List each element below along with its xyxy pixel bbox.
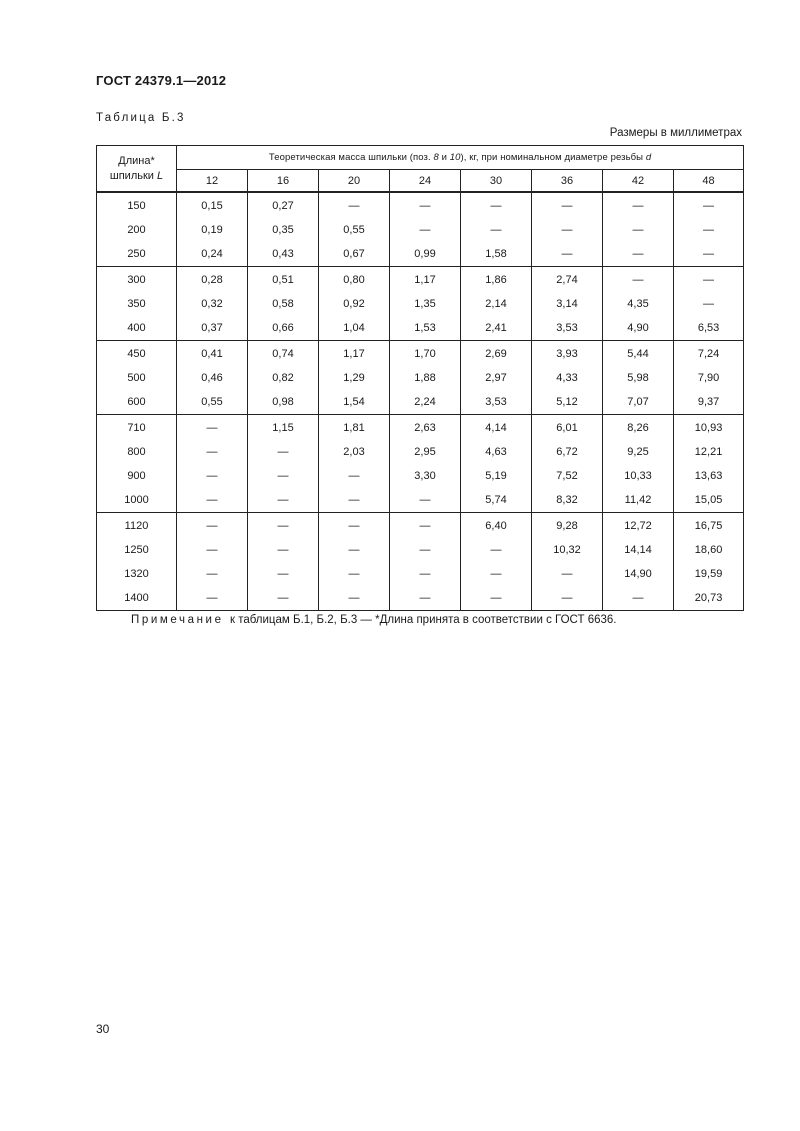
diameter-header-cell: 36 <box>532 170 603 193</box>
length-cell: 300 <box>97 267 177 293</box>
mass-cell: 7,07 <box>603 390 674 415</box>
length-cell: 1120 <box>97 513 177 539</box>
mass-cell: 1,17 <box>319 341 390 367</box>
mass-cell: — <box>248 464 319 488</box>
table-row <box>97 390 744 415</box>
mass-cell: 14,14 <box>603 538 674 562</box>
mass-cell: — <box>603 242 674 267</box>
mass-cell: 3,14 <box>532 292 603 316</box>
mass-cell: — <box>177 488 248 513</box>
mass-cell: 9,25 <box>603 440 674 464</box>
length-cell: 200 <box>97 218 177 242</box>
length-cell: 150 <box>97 192 177 218</box>
mass-cell: — <box>319 192 390 218</box>
mass-cell: — <box>319 538 390 562</box>
mass-cell: — <box>248 586 319 611</box>
mass-cell: — <box>248 440 319 464</box>
mass-cell: — <box>319 586 390 611</box>
mass-cell: 10,93 <box>674 415 744 441</box>
mass-cell: 8,32 <box>532 488 603 513</box>
diameter-header-row <box>97 170 744 193</box>
mass-cell: 0,98 <box>248 390 319 415</box>
mass-cell: — <box>532 192 603 218</box>
mass-cell: 15,05 <box>674 488 744 513</box>
length-cell: 900 <box>97 464 177 488</box>
mass-cell: 0,51 <box>248 267 319 293</box>
mass-cell: 13,63 <box>674 464 744 488</box>
diameter-header-cell: 20 <box>319 170 390 193</box>
length-cell: 250 <box>97 242 177 267</box>
mass-cell: 4,33 <box>532 366 603 390</box>
mass-cell: 1,54 <box>319 390 390 415</box>
length-cell: 1400 <box>97 586 177 611</box>
mass-cell: 0,67 <box>319 242 390 267</box>
length-cell: 1320 <box>97 562 177 586</box>
mass-cell: 0,58 <box>248 292 319 316</box>
mass-cell: 10,33 <box>603 464 674 488</box>
mass-cell: — <box>390 488 461 513</box>
mass-cell: — <box>248 538 319 562</box>
diameter-header-cell: 16 <box>248 170 319 193</box>
mass-cell: — <box>603 218 674 242</box>
mass-cell: 0,27 <box>248 192 319 218</box>
mass-cell: — <box>390 218 461 242</box>
table-row <box>97 464 744 488</box>
mass-cell: 0,24 <box>177 242 248 267</box>
mass-cell: 1,17 <box>390 267 461 293</box>
mass-cell: 2,97 <box>461 366 532 390</box>
length-cell: 400 <box>97 316 177 341</box>
mass-cell: 0,19 <box>177 218 248 242</box>
mass-cell: 0,46 <box>177 366 248 390</box>
mass-cell: 0,55 <box>177 390 248 415</box>
mass-cell: — <box>390 538 461 562</box>
mass-cell: — <box>248 513 319 539</box>
mass-cell: — <box>674 292 744 316</box>
mass-cell: 0,55 <box>319 218 390 242</box>
mass-cell: 12,72 <box>603 513 674 539</box>
mass-cell: 9,37 <box>674 390 744 415</box>
mass-cell: 1,58 <box>461 242 532 267</box>
document-header: ГОСТ 24379.1—2012 <box>96 73 227 88</box>
mass-cell: — <box>532 586 603 611</box>
mass-cell: — <box>603 192 674 218</box>
mass-cell: 2,41 <box>461 316 532 341</box>
mass-cell: 4,35 <box>603 292 674 316</box>
mass-cell: 0,35 <box>248 218 319 242</box>
table-body <box>97 192 744 611</box>
table-row <box>97 242 744 267</box>
length-cell: 1250 <box>97 538 177 562</box>
mass-cell: 0,28 <box>177 267 248 293</box>
mass-cell: — <box>532 218 603 242</box>
mass-cell: — <box>319 488 390 513</box>
mass-cell: 11,42 <box>603 488 674 513</box>
mass-cell: 1,86 <box>461 267 532 293</box>
note-label: Примечание <box>131 614 224 626</box>
mass-cell: — <box>177 538 248 562</box>
mass-cell: — <box>674 267 744 293</box>
mass-cell: 18,60 <box>674 538 744 562</box>
diameter-header-cell: 24 <box>390 170 461 193</box>
mass-cell: 5,19 <box>461 464 532 488</box>
table-row <box>97 488 744 513</box>
table-row <box>97 586 744 611</box>
mass-cell: — <box>248 562 319 586</box>
mass-cell: 12,21 <box>674 440 744 464</box>
mass-cell: — <box>177 440 248 464</box>
table-row <box>97 192 744 218</box>
mass-cell: 3,93 <box>532 341 603 367</box>
mass-cell: 5,74 <box>461 488 532 513</box>
mass-cell: — <box>532 242 603 267</box>
length-cell: 450 <box>97 341 177 367</box>
table-caption: Таблица Б.3 <box>96 112 186 124</box>
table-row <box>97 218 744 242</box>
mass-cell: — <box>177 415 248 441</box>
mass-cell: — <box>461 538 532 562</box>
mass-cell: 6,72 <box>532 440 603 464</box>
mass-group-header: Теоретическая масса шпильки (поз. 8 и 10), кг, при номинальном диаметре резьбы d <box>177 146 744 170</box>
mass-cell: — <box>461 192 532 218</box>
note-text: к таблицам Б.1, Б.2, Б.3 — *Длина принята в соответствии с ГОСТ 6636. <box>229 614 617 626</box>
table-row <box>97 513 744 539</box>
mass-cell: — <box>248 488 319 513</box>
length-cell: 1000 <box>97 488 177 513</box>
length-cell: 710 <box>97 415 177 441</box>
mass-cell: — <box>177 562 248 586</box>
mass-cell: 9,28 <box>532 513 603 539</box>
table-note <box>131 614 616 626</box>
table-row <box>97 440 744 464</box>
table-row <box>97 316 744 341</box>
mass-cell: 0,66 <box>248 316 319 341</box>
mass-cell: — <box>390 513 461 539</box>
mass-cell: 2,14 <box>461 292 532 316</box>
mass-cell: — <box>177 586 248 611</box>
diameter-header-cell: 42 <box>603 170 674 193</box>
mass-cell: 1,81 <box>319 415 390 441</box>
mass-cell: — <box>390 586 461 611</box>
mass-cell: 1,04 <box>319 316 390 341</box>
table-row <box>97 341 744 367</box>
length-cell: 350 <box>97 292 177 316</box>
mass-cell: — <box>603 586 674 611</box>
mass-cell: 0,41 <box>177 341 248 367</box>
mass-cell: 2,95 <box>390 440 461 464</box>
mass-cell: — <box>177 513 248 539</box>
mass-cell: 7,90 <box>674 366 744 390</box>
mass-cell: 3,53 <box>461 390 532 415</box>
mass-cell: 3,53 <box>532 316 603 341</box>
page-number: 30 <box>96 1022 110 1036</box>
mass-cell: — <box>603 267 674 293</box>
mass-cell: — <box>461 562 532 586</box>
mass-cell: 0,82 <box>248 366 319 390</box>
mass-cell: 1,70 <box>390 341 461 367</box>
mass-cell: 0,80 <box>319 267 390 293</box>
diameter-header-cell: 30 <box>461 170 532 193</box>
mass-cell: 8,26 <box>603 415 674 441</box>
mass-cell: 2,69 <box>461 341 532 367</box>
length-cell: 600 <box>97 390 177 415</box>
mass-cell: — <box>674 192 744 218</box>
mass-cell: 4,90 <box>603 316 674 341</box>
mass-cell: — <box>319 513 390 539</box>
mass-cell: 6,40 <box>461 513 532 539</box>
mass-cell: 5,44 <box>603 341 674 367</box>
mass-cell: 0,15 <box>177 192 248 218</box>
mass-cell: 3,30 <box>390 464 461 488</box>
mass-cell: 1,35 <box>390 292 461 316</box>
mass-cell: 4,14 <box>461 415 532 441</box>
mass-cell: — <box>390 192 461 218</box>
diameter-header-cell: 12 <box>177 170 248 193</box>
mass-cell: 1,53 <box>390 316 461 341</box>
mass-cell: 7,24 <box>674 341 744 367</box>
mass-cell: — <box>532 562 603 586</box>
mass-cell: 2,24 <box>390 390 461 415</box>
mass-cell: 0,43 <box>248 242 319 267</box>
table-row <box>97 415 744 441</box>
mass-cell: — <box>461 586 532 611</box>
mass-cell: 5,98 <box>603 366 674 390</box>
mass-cell: 1,15 <box>248 415 319 441</box>
mass-cell: — <box>461 218 532 242</box>
length-column-header <box>97 146 177 193</box>
mass-cell: 0,92 <box>319 292 390 316</box>
mass-cell: 10,32 <box>532 538 603 562</box>
mass-cell: 2,63 <box>390 415 461 441</box>
mass-cell: 0,99 <box>390 242 461 267</box>
table-row <box>97 267 744 293</box>
mass-cell: — <box>177 464 248 488</box>
mass-cell: — <box>390 562 461 586</box>
mass-cell: 19,59 <box>674 562 744 586</box>
mass-cell: 6,01 <box>532 415 603 441</box>
mass-cell: 16,75 <box>674 513 744 539</box>
mass-cell: 6,53 <box>674 316 744 341</box>
mass-cell: 2,03 <box>319 440 390 464</box>
diameter-header-cell: 48 <box>674 170 744 193</box>
mass-cell: 0,32 <box>177 292 248 316</box>
mass-cell: — <box>319 464 390 488</box>
mass-cell: 0,37 <box>177 316 248 341</box>
table-row <box>97 366 744 390</box>
units-note: Размеры в миллиметрах <box>609 127 742 139</box>
mass-cell: 14,90 <box>603 562 674 586</box>
mass-cell: 0,74 <box>248 341 319 367</box>
table-row <box>97 292 744 316</box>
mass-cell: — <box>674 218 744 242</box>
length-header-line2: шпильки L <box>109 169 164 182</box>
mass-cell: 5,12 <box>532 390 603 415</box>
mass-cell: — <box>674 242 744 267</box>
table-row <box>97 562 744 586</box>
length-header-line1: Длина* <box>118 154 155 167</box>
mass-cell: 7,52 <box>532 464 603 488</box>
mass-cell: — <box>319 562 390 586</box>
mass-cell: 4,63 <box>461 440 532 464</box>
mass-table <box>96 145 744 611</box>
mass-cell: 1,88 <box>390 366 461 390</box>
mass-cell: 20,73 <box>674 586 744 611</box>
length-cell: 500 <box>97 366 177 390</box>
table-row <box>97 538 744 562</box>
length-cell: 800 <box>97 440 177 464</box>
mass-cell: 2,74 <box>532 267 603 293</box>
mass-cell: 1,29 <box>319 366 390 390</box>
